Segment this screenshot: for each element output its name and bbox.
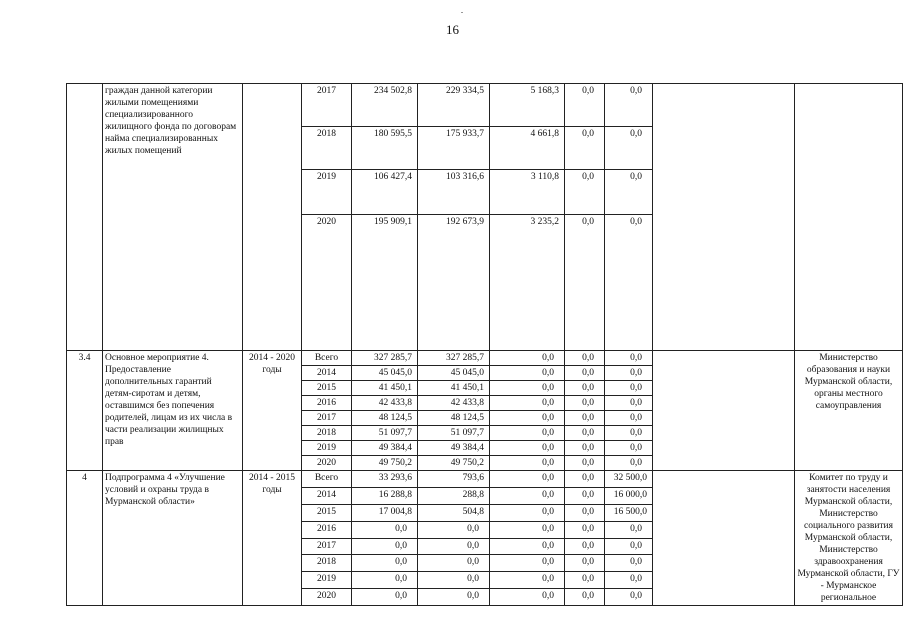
federal-budget-cell: 0,0 (490, 426, 565, 441)
local-budget-cell: 0,0 (565, 411, 605, 426)
local-budget-cell: 0,0 (565, 426, 605, 441)
other-sources-cell: 0,0 (605, 215, 653, 351)
year-cell: 2015 (302, 381, 352, 396)
activity-name: Основное мероприятие 4. Предоставление дополнительных гарантий детям-сиротам и детям, оставшимся без попечения родителей, лицам из их числа в части реализации жилищных прав (103, 351, 243, 471)
total-cell: 106 427,4 (352, 170, 418, 215)
total-cell: 195 909,1 (352, 215, 418, 351)
local-budget-cell: 0,0 (565, 366, 605, 381)
total-cell: 234 502,8 (352, 84, 418, 127)
regional-budget-cell: 327 285,7 (418, 351, 490, 366)
regional-budget-cell: 229 334,5 (418, 84, 490, 127)
local-budget-cell: 0,0 (565, 589, 605, 606)
total-cell: 0,0 (352, 572, 418, 589)
federal-budget-cell: 0,0 (490, 555, 565, 572)
year-cell: 2020 (302, 215, 352, 351)
regional-budget-cell: 0,0 (418, 538, 490, 555)
federal-budget-cell: 3 110,8 (490, 170, 565, 215)
federal-budget-cell: 0,0 (490, 351, 565, 366)
local-budget-cell: 0,0 (565, 396, 605, 411)
regional-budget-cell: 504,8 (418, 504, 490, 521)
federal-budget-cell: 0,0 (490, 589, 565, 606)
table-row (67, 351, 903, 366)
federal-budget-cell: 0,0 (490, 471, 565, 488)
local-budget-cell: 0,0 (565, 487, 605, 504)
federal-budget-cell: 5 168,3 (490, 84, 565, 127)
table-row (67, 471, 903, 488)
regional-budget-cell: 0,0 (418, 521, 490, 538)
year-cell: 2014 (302, 366, 352, 381)
total-cell: 41 450,1 (352, 381, 418, 396)
period-cell: 2014 - 2020 годы (243, 351, 302, 471)
regional-budget-cell: 175 933,7 (418, 127, 490, 170)
local-budget-cell: 0,0 (565, 127, 605, 170)
federal-budget-cell: 0,0 (490, 456, 565, 471)
year-cell: 2018 (302, 426, 352, 441)
local-budget-cell: 0,0 (565, 521, 605, 538)
regional-budget-cell: 42 433,8 (418, 396, 490, 411)
other-sources-cell: 16 000,0 (605, 487, 653, 504)
year-cell: Всего (302, 471, 352, 488)
year-cell: 2018 (302, 555, 352, 572)
year-cell: 2014 (302, 487, 352, 504)
other-sources-cell: 0,0 (605, 396, 653, 411)
other-sources-cell: 0,0 (605, 426, 653, 441)
regional-budget-cell: 0,0 (418, 572, 490, 589)
total-cell: 16 288,8 (352, 487, 418, 504)
row-number-cell (67, 84, 103, 351)
executor-cell: Министерство образования и науки Мурманской области, органы местного самоуправления (795, 351, 903, 471)
total-cell: 0,0 (352, 538, 418, 555)
total-cell: 48 124,5 (352, 411, 418, 426)
local-budget-cell: 0,0 (565, 381, 605, 396)
other-sources-cell: 0,0 (605, 127, 653, 170)
year-cell: 2019 (302, 441, 352, 456)
federal-budget-cell: 0,0 (490, 487, 565, 504)
federal-budget-cell: 0,0 (490, 366, 565, 381)
executor-cell: Комитет по труду и занятости населения Мурманской области, Министерство социального развития Мурманской области, Министерство здравоохранения Мурманской области, ГУ - Мурманское региональное (795, 471, 903, 606)
table-row (67, 84, 903, 127)
total-cell: 49 750,2 (352, 456, 418, 471)
total-cell: 0,0 (352, 589, 418, 606)
federal-budget-cell: 0,0 (490, 396, 565, 411)
year-cell: 2017 (302, 411, 352, 426)
year-cell: 2018 (302, 127, 352, 170)
federal-budget-cell: 0,0 (490, 572, 565, 589)
indicators-cell (653, 471, 795, 606)
regional-budget-cell: 192 673,9 (418, 215, 490, 351)
year-cell: 2020 (302, 589, 352, 606)
local-budget-cell: 0,0 (565, 471, 605, 488)
other-sources-cell: 32 500,0 (605, 471, 653, 488)
local-budget-cell: 0,0 (565, 441, 605, 456)
other-sources-cell: 0,0 (605, 538, 653, 555)
regional-budget-cell: 103 316,6 (418, 170, 490, 215)
other-sources-cell: 0,0 (605, 589, 653, 606)
federal-budget-cell: 0,0 (490, 538, 565, 555)
regional-budget-cell: 45 045,0 (418, 366, 490, 381)
year-cell: 2016 (302, 396, 352, 411)
total-cell: 180 595,5 (352, 127, 418, 170)
indicators-cell (653, 84, 795, 351)
local-budget-cell: 0,0 (565, 351, 605, 366)
indicators-cell (653, 351, 795, 471)
regional-budget-cell: 51 097,7 (418, 426, 490, 441)
local-budget-cell: 0,0 (565, 504, 605, 521)
other-sources-cell: 0,0 (605, 170, 653, 215)
regional-budget-cell: 793,6 (418, 471, 490, 488)
row-number-cell: 4 (67, 471, 103, 606)
other-sources-cell: 0,0 (605, 366, 653, 381)
year-cell: 2019 (302, 170, 352, 215)
federal-budget-cell: 0,0 (490, 521, 565, 538)
activity-name: Подпрограмма 4 «Улучшение условий и охраны труда в Мурманской области» (103, 471, 243, 606)
other-sources-cell: 0,0 (605, 521, 653, 538)
year-cell: Всего (302, 351, 352, 366)
federal-budget-cell: 0,0 (490, 504, 565, 521)
period-cell: 2014 - 2015 годы (243, 471, 302, 606)
period-cell (243, 84, 302, 351)
row-number-cell: 3.4 (67, 351, 103, 471)
total-cell: 0,0 (352, 521, 418, 538)
other-sources-cell: 0,0 (605, 441, 653, 456)
other-sources-cell: 0,0 (605, 351, 653, 366)
regional-budget-cell: 0,0 (418, 589, 490, 606)
regional-budget-cell: 41 450,1 (418, 381, 490, 396)
regional-budget-cell: 48 124,5 (418, 411, 490, 426)
federal-budget-cell: 3 235,2 (490, 215, 565, 351)
program-table (66, 83, 903, 606)
year-cell: 2016 (302, 521, 352, 538)
regional-budget-cell: 288,8 (418, 487, 490, 504)
year-cell: 2019 (302, 572, 352, 589)
other-sources-cell: 0,0 (605, 456, 653, 471)
scan-speck (461, 12, 463, 13)
federal-budget-cell: 0,0 (490, 441, 565, 456)
federal-budget-cell: 0,0 (490, 411, 565, 426)
total-cell: 45 045,0 (352, 366, 418, 381)
total-cell: 327 285,7 (352, 351, 418, 366)
executor-cell (795, 84, 903, 351)
page-number: 16 (446, 22, 459, 37)
other-sources-cell: 0,0 (605, 572, 653, 589)
local-budget-cell: 0,0 (565, 215, 605, 351)
regional-budget-cell: 0,0 (418, 555, 490, 572)
other-sources-cell: 0,0 (605, 84, 653, 127)
regional-budget-cell: 49 384,4 (418, 441, 490, 456)
total-cell: 49 384,4 (352, 441, 418, 456)
other-sources-cell: 0,0 (605, 411, 653, 426)
activity-name: граждан данной категории жилыми помещениями специализированного жилищного фонда по договорам найма специализированных жилых помещений (103, 84, 243, 351)
local-budget-cell: 0,0 (565, 538, 605, 555)
local-budget-cell: 0,0 (565, 84, 605, 127)
total-cell: 42 433,8 (352, 396, 418, 411)
federal-budget-cell: 0,0 (490, 381, 565, 396)
local-budget-cell: 0,0 (565, 170, 605, 215)
year-cell: 2015 (302, 504, 352, 521)
year-cell: 2017 (302, 84, 352, 127)
total-cell: 17 004,8 (352, 504, 418, 521)
regional-budget-cell: 49 750,2 (418, 456, 490, 471)
year-cell: 2017 (302, 538, 352, 555)
local-budget-cell: 0,0 (565, 572, 605, 589)
local-budget-cell: 0,0 (565, 456, 605, 471)
federal-budget-cell: 4 661,8 (490, 127, 565, 170)
total-cell: 51 097,7 (352, 426, 418, 441)
year-cell: 2020 (302, 456, 352, 471)
other-sources-cell: 0,0 (605, 555, 653, 572)
total-cell: 33 293,6 (352, 471, 418, 488)
total-cell: 0,0 (352, 555, 418, 572)
other-sources-cell: 16 500,0 (605, 504, 653, 521)
other-sources-cell: 0,0 (605, 381, 653, 396)
local-budget-cell: 0,0 (565, 555, 605, 572)
